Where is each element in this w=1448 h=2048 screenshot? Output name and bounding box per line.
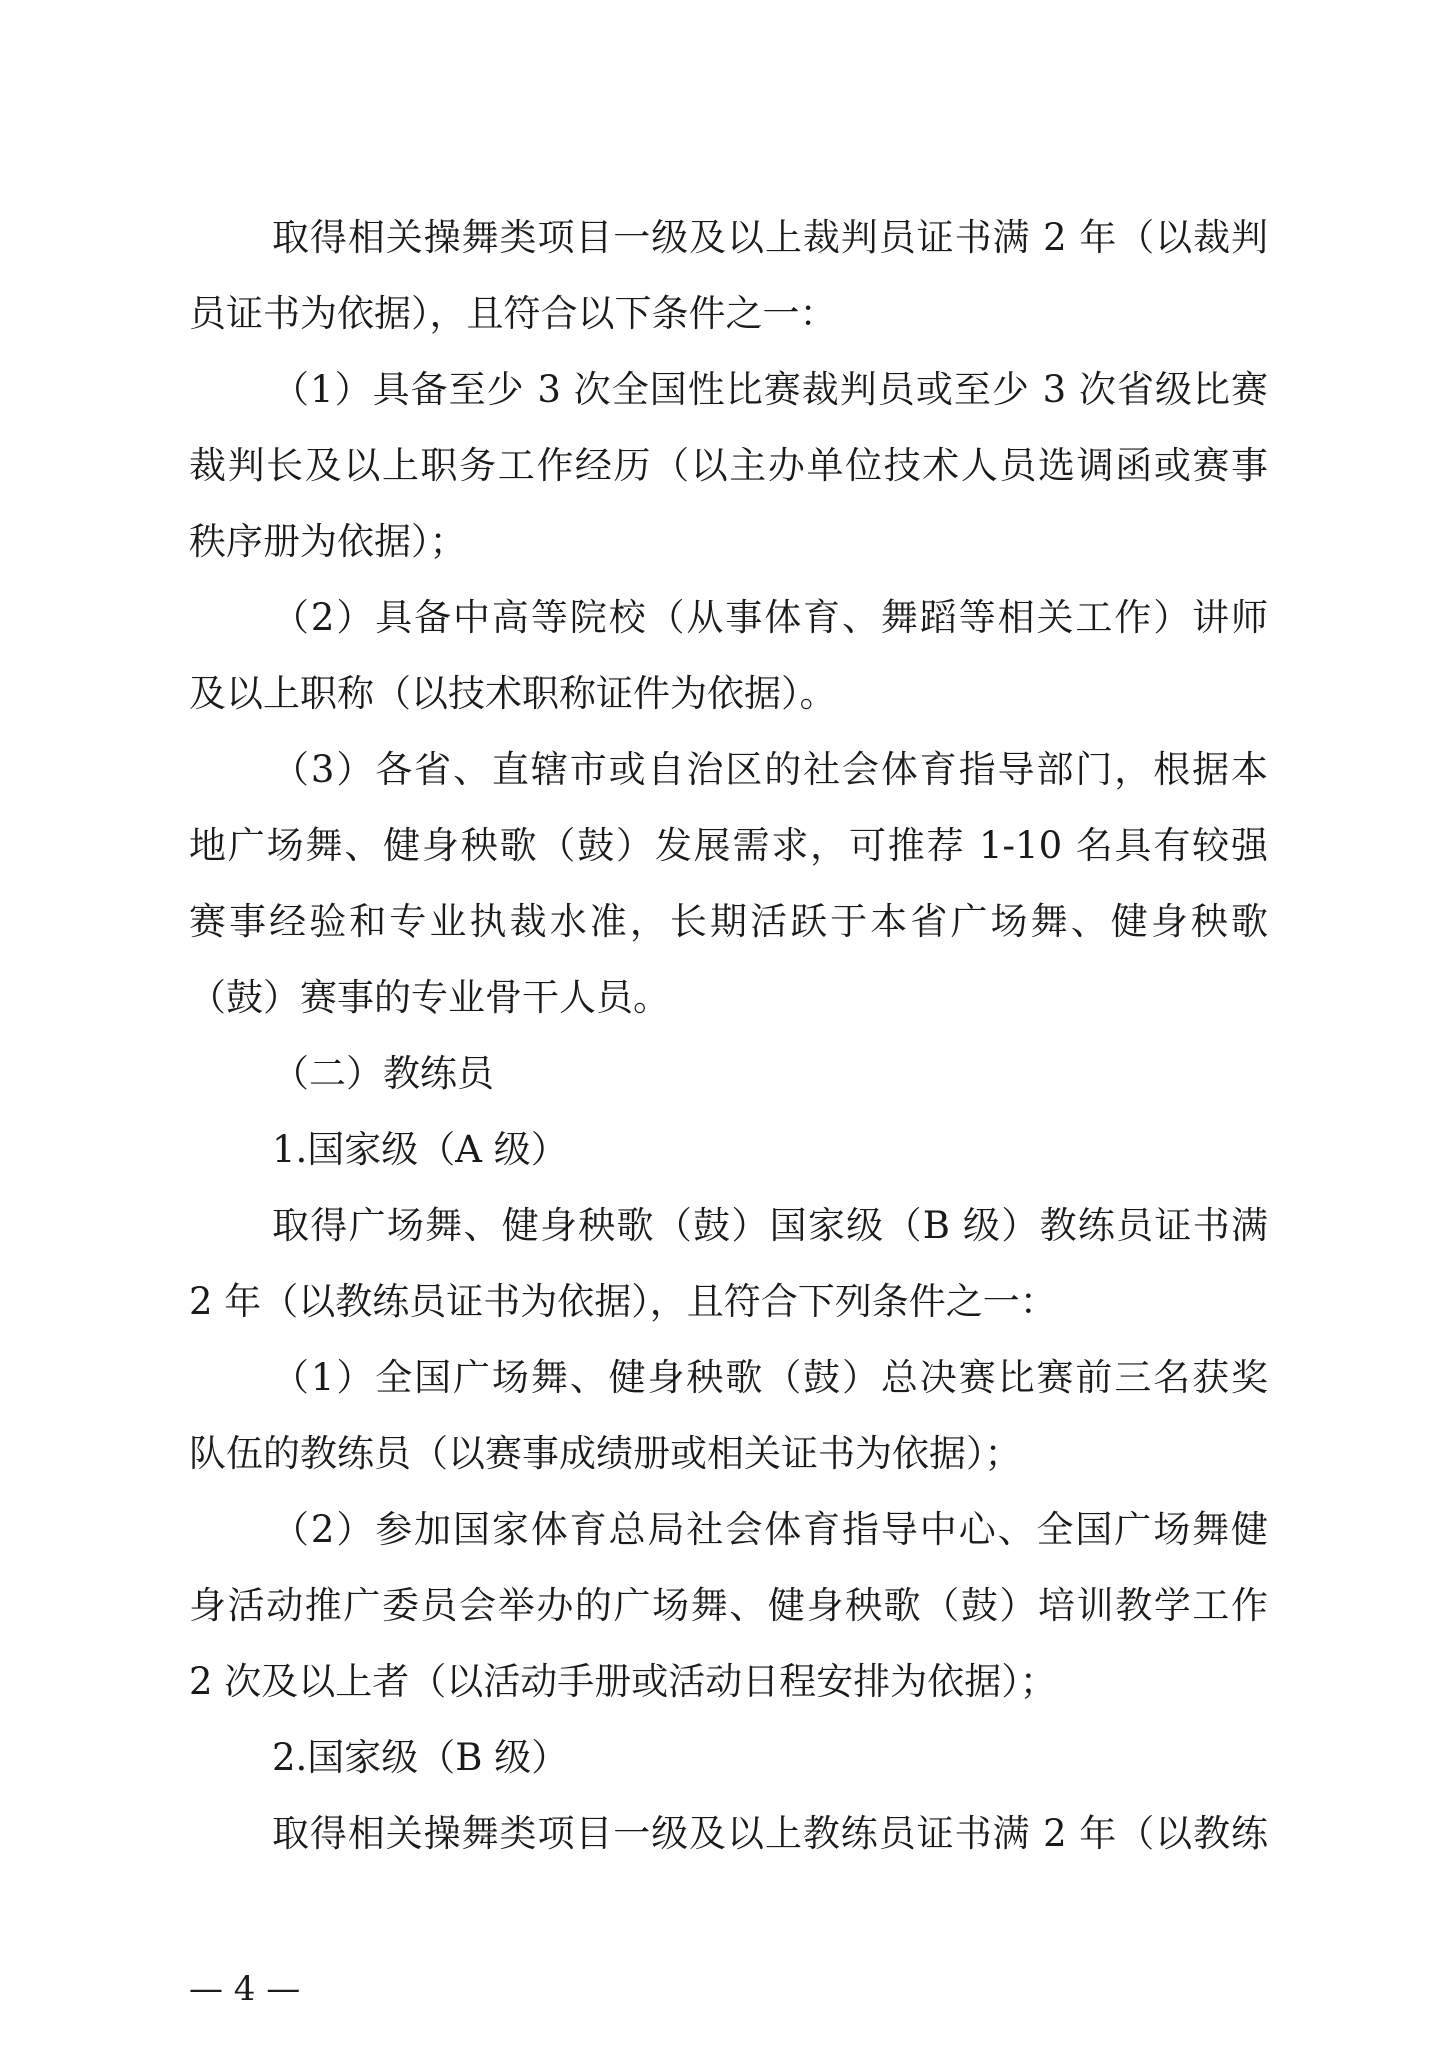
paragraph-line-6: （2）具备中高等院校（从事体育、舞蹈等相关工作）讲师 — [272, 596, 1268, 639]
paragraph-line-3: （1）具备至少 3 次全国性比赛裁判员或至少 3 次省级比赛 — [272, 368, 1268, 411]
paragraph-line-5: 秩序册为依据）； — [189, 520, 467, 563]
paragraph-line-18: （2）参加国家体育总局社会体育指导中心、全国广场舞健 — [272, 1508, 1268, 1551]
section-heading-coach: （二）教练员 — [272, 1052, 494, 1095]
paragraph-line-9: 地广场舞、健身秧歌（鼓）发展需求，可推荐 1-10 名具有较强 — [189, 824, 1268, 867]
paragraph-line-1: 取得相关操舞类项目一级及以上裁判员证书满 2 年（以裁判 — [272, 216, 1268, 259]
paragraph-line-4: 裁判长及以上职务工作经历（以主办单位技术人员选调函或赛事 — [189, 444, 1268, 487]
subsection-heading-b-level: 2.国家级（B 级） — [272, 1736, 569, 1779]
paragraph-line-2: 员证书为依据），且符合以下条件之一： — [189, 292, 837, 335]
paragraph-line-8: （3）各省、直辖市或自治区的社会体育指导部门，根据本 — [272, 748, 1268, 791]
paragraph-line-22: 取得相关操舞类项目一级及以上教练员证书满 2 年（以教练 — [272, 1812, 1268, 1855]
paragraph-line-7: 及以上职称（以技术职称证件为依据）。 — [189, 672, 837, 715]
paragraph-line-19: 身活动推广委员会举办的广场舞、健身秧歌（鼓）培训教学工作 — [189, 1584, 1268, 1627]
paragraph-line-11: （鼓）赛事的专业骨干人员。 — [189, 976, 670, 1019]
paragraph-line-20: 2 次及以上者（以活动手册或活动日程安排为依据）； — [189, 1660, 1057, 1703]
page-number: — 4 — — [189, 1969, 301, 2009]
paragraph-line-17: 队伍的教练员（以赛事成绩册或相关证书为依据）； — [189, 1432, 1022, 1475]
paragraph-line-15: 2 年（以教练员证书为依据），且符合下列条件之一： — [189, 1280, 1057, 1323]
paragraph-line-10: 赛事经验和专业执裁水准，长期活跃于本省广场舞、健身秧歌 — [189, 900, 1268, 943]
paragraph-line-16: （1）全国广场舞、健身秧歌（鼓）总决赛比赛前三名获奖 — [272, 1356, 1268, 1399]
subsection-heading-a-level: 1.国家级（A 级） — [272, 1128, 568, 1171]
paragraph-line-14: 取得广场舞、健身秧歌（鼓）国家级（B 级）教练员证书满 — [272, 1204, 1268, 1247]
